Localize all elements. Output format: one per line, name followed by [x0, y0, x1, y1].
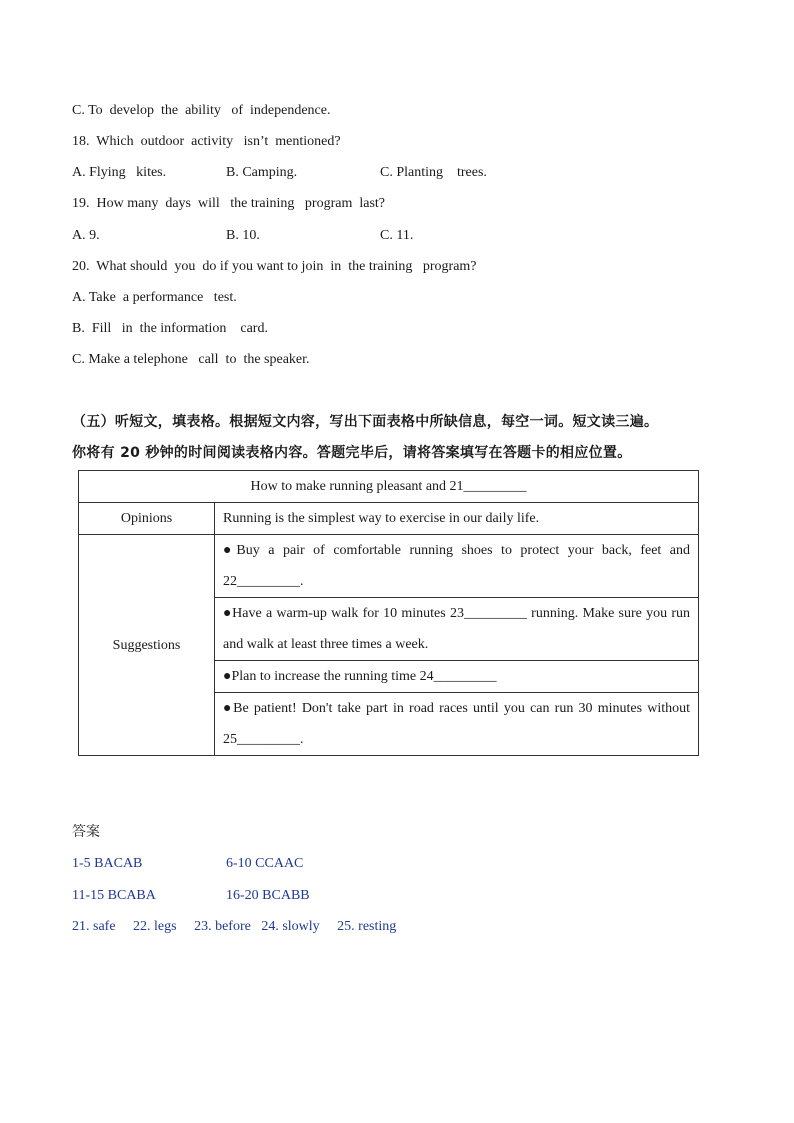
suggestion-item: ●Be patient! Don't take part in road races until you can run 30 minutes without 25_________. [215, 693, 699, 756]
section-instructions [72, 407, 752, 469]
answers-11-15: 11-15 BCABA [72, 888, 156, 903]
q20-option-a: A. Take a performance test. [72, 290, 237, 305]
suggestion-item: ●Buy a pair of comfortable running shoes to protect your back, feet and 22_________. [215, 535, 699, 598]
q19-option-c: C. 11. [380, 228, 414, 243]
q18-option-b: B. Camping. [226, 165, 298, 180]
instruction-line-2: 你将有 20 秒钟的时间阅读表格内容。答题完毕后，请将答案填写在答题卡的相应位置。 [72, 445, 632, 461]
fill-in-table [78, 470, 699, 756]
q18-option-a: A. Flying kites. [72, 165, 167, 180]
q20-option-b: B. Fill in the information card. [72, 321, 268, 336]
answers-16-20: 16-20 BCABB [226, 888, 310, 903]
q19-option-a: A. 9. [72, 228, 100, 243]
q19-option-b: B. 10. [226, 228, 260, 243]
answers-21-25: 21. safe 22. legs 23. before 24. slowly 25. resting [72, 919, 397, 934]
suggestions-label: Suggestions [79, 535, 215, 756]
opinions-label: Opinions [79, 503, 215, 535]
table-title: How to make running pleasant and 21_________ [79, 471, 699, 503]
q20-option-c: C. Make a telephone call to the speaker. [72, 352, 310, 367]
answers-label: 答案 [72, 824, 100, 840]
suggestion-item: ●Have a warm-up walk for 10 minutes 23_________ running. Make sure you run and walk at least three times a week. [215, 598, 699, 661]
q18-option-c: C. Planting trees. [380, 165, 487, 180]
q18-stem: 18. Which outdoor activity isn’t mentioned? [72, 134, 341, 149]
answers-6-10: 6-10 CCAAC [226, 856, 304, 871]
q17-option-c: C. To develop the ability of independence. [72, 103, 331, 118]
suggestion-item: ●Plan to increase the running time 24_________ [215, 661, 699, 693]
answers-1-5: 1-5 BACAB [72, 856, 143, 871]
instruction-line-1: （五）听短文，填表格。根据短文内容，写出下面表格中所缺信息，每空一词。短文读三遍。 [72, 414, 659, 430]
q19-stem: 19. How many days will the training program last? [72, 196, 385, 211]
q20-stem: 20. What should you do if you want to join in the training program? [72, 259, 477, 274]
opinions-text: Running is the simplest way to exercise in our daily life. [215, 503, 699, 535]
